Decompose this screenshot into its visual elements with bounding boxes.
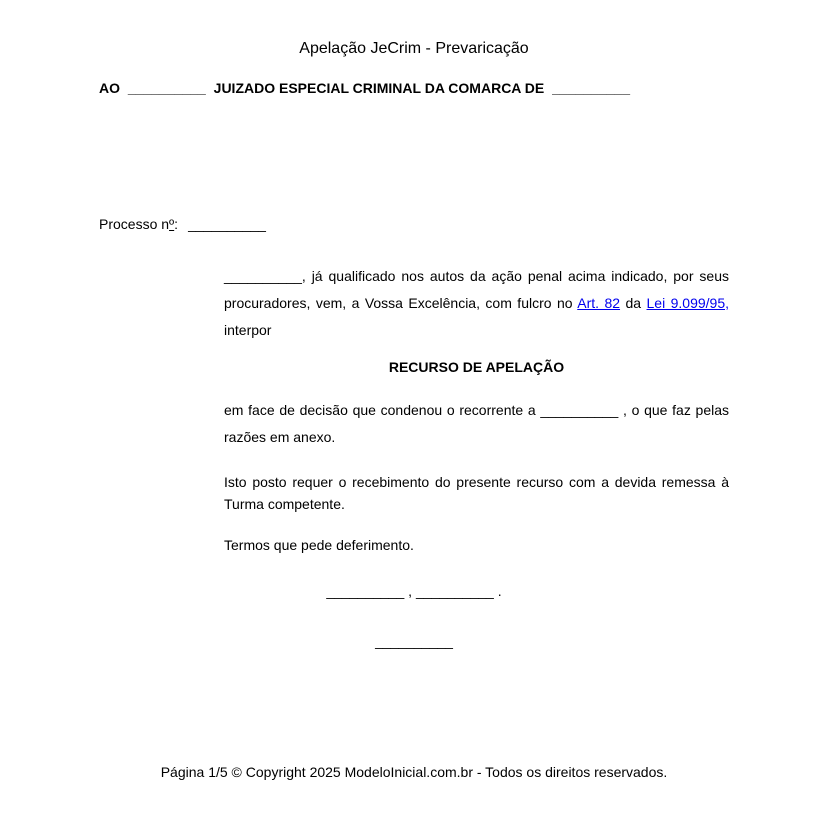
place-blank: __________ xyxy=(326,583,405,599)
merits-paragraph xyxy=(224,397,729,451)
process-label: Processo nº: xyxy=(99,216,179,232)
date-blank: __________ xyxy=(415,583,494,599)
document-title: Apelação JeCrim - Prevaricação xyxy=(299,40,529,57)
process-number-line xyxy=(99,216,266,232)
request-paragraph: Isto posto requer o recebimento do presente recurso com a devida remessa à Turma competente. xyxy=(224,474,729,512)
merits-text-2: , o que faz pelas razões em anexo. xyxy=(224,402,730,445)
process-number-blank: __________ xyxy=(188,216,266,232)
recourse-heading: RECURSO DE APELAÇÃO xyxy=(388,359,565,375)
place-date-terminator: . xyxy=(497,583,502,599)
appellant-name-blank: __________ xyxy=(224,268,302,284)
qualification-text-2: da xyxy=(625,295,642,311)
sentence-blank: __________ xyxy=(540,402,619,418)
link-art-82[interactable]: Art. 82 xyxy=(577,295,621,311)
qualification-paragraph xyxy=(224,263,729,344)
qualification-text-1: , já qualificado nos autos da ação penal acima indicado, por seus procuradores, vem, a Vossa Excelência, com fulcro no xyxy=(224,268,729,311)
closing-line: Termos que pede deferimento. xyxy=(224,537,414,553)
merits-text-1: em face de decisão que condenou o recorrente a xyxy=(224,402,536,418)
addressing-blank-comarca: __________ xyxy=(552,80,630,96)
place-date-line xyxy=(99,583,729,599)
addressing-prefix: AO xyxy=(99,80,120,96)
qualification-text-3: interpor xyxy=(224,322,272,338)
signature-blank: __________ xyxy=(375,633,453,649)
link-lei-9099-95[interactable]: Lei 9.099/95, xyxy=(646,295,730,311)
page-footer: Página 1/5 © Copyright 2025 ModeloInicial.com.br - Todos os direitos reservados. xyxy=(160,764,668,780)
ordinal-indicator: º xyxy=(169,216,175,232)
addressing-line xyxy=(99,80,748,96)
place-date-separator: , xyxy=(408,583,413,599)
addressing-blank-court-number: __________ xyxy=(127,80,206,96)
addressing-body: JUIZADO ESPECIAL CRIMINAL DA COMARCA DE xyxy=(213,80,545,96)
